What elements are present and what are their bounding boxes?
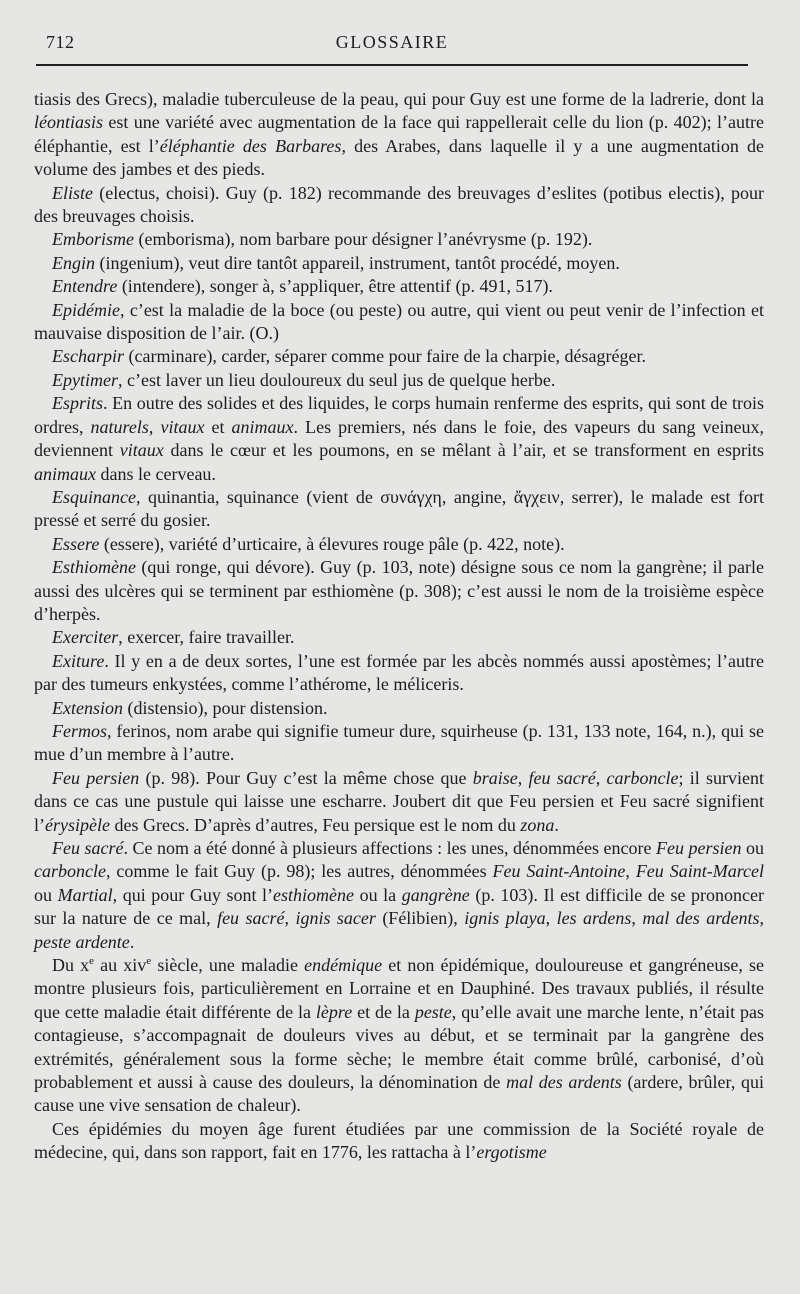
italic-term: peste [414,1001,452,1022]
italic-term: mal des ardents [506,1072,622,1093]
italic-term: zona [520,814,555,835]
glossary-entry [34,954,764,1118]
italic-term: érysipèle [45,814,110,835]
italic-term: esthiomène [273,884,355,905]
italic-term: Feu persien [656,838,742,858]
running-title: GLOSSAIRE [335,32,449,52]
text-run: , des Arabes, dans laquelle il y a une augmentation de volume des jambes et des pieds. [34,135,765,180]
italic-term: Emborisme [52,229,134,250]
italic-term: mal des ardents [642,908,760,929]
text-run: , [625,861,636,882]
italic-term: ignis playa [464,908,546,929]
text-run: (p. 103). Il est difficile de se prononcer sur la nature de ce mal, [34,884,765,929]
italic-term: les ardens [556,908,632,929]
text-run: ou [34,884,58,905]
text-run: ; il survient dans ce cas une pustule qui laisse une escharre. Joubert dit que Feu persien et Feu sacré signifient l’ [34,767,765,835]
italic-term: Feu sacré [52,838,124,858]
text-run: (essere), variété d’urticaire, à élevures rouge pâle (p. 422, note). [99,533,565,554]
glossary-entry [34,182,764,229]
italic-term: animaux [34,463,96,484]
italic-term: feu sacré [528,767,596,788]
glossary-entry [34,486,764,533]
text-run: , [148,416,161,437]
glossary-entry [34,720,764,767]
italic-term: peste ardente [34,931,130,952]
text-run: , [759,908,765,929]
glossary-entry [34,650,764,697]
italic-term: vitaux [119,440,164,461]
glossary-entry [34,299,764,346]
italic-term: Essere [52,533,100,554]
italic-term: ignis sacer [295,908,376,929]
italic-term: ergotisme [476,1142,547,1163]
italic-term: endémique [304,955,383,976]
text-run: (distensio), pour distension. [122,697,328,718]
italic-term: Epytimer [52,369,118,390]
text-run: , c’est laver un lieu douloureux du seul jus de quelque herbe. [117,369,556,390]
text-run: , comme le fait Guy (p. 98); les autres, dénommées [105,861,493,882]
italic-term: Esthiomène [52,557,136,578]
text-run: , ferinos, nom arabe qui signifie tumeur dure, squirheuse (p. 131, 133 note, 164, n.), qui se mue d’un membre à l’autre. [34,720,764,765]
text-run: dans le cœur et les poumons, en se mêlant à l’air, et se transforment en esprits [163,440,764,461]
italic-term: Extension [52,697,123,718]
italic-term: Feu persien [52,767,140,788]
text-run: , qui pour Guy sont l’ [112,884,274,905]
text-run: , quinantia, squinance (vient de συνάγχη, angine, ἄγχειν, serrer), le malade est fort pressé et serré du gosier. [34,486,764,531]
text-run: et de la [352,1001,415,1022]
text-run: au xiv [94,955,147,976]
page-number: 712 [46,32,75,52]
text-run: , [595,767,607,788]
glossary-entry [34,837,764,954]
glossary-entry [34,767,764,837]
glossary-text [34,88,764,1165]
text-run: . [554,814,559,835]
text-run: Ces épidémies du moyen âge furent étudiées par une commission de la Société royale de médecine, qui, dans son rapport, fait en 1776, les rattacha à l’ [34,1118,764,1163]
italic-term: Exerciter [52,627,119,648]
italic-term: léontiasis [34,112,104,133]
glossary-entry [34,626,764,649]
italic-term: Fermos [52,720,107,741]
text-run: . Les premiers, nés dans le foie, des vapeurs du sang veineux, deviennent [34,416,765,461]
italic-term: Epidémie [52,299,120,320]
text-run: (electus, choisi). Guy (p. 182) recommande des breuvages d’eslites (potibus electis), pour des breuvages choisis. [34,182,764,227]
text-run: . [129,931,135,952]
italic-term: Feu Saint-Marcel [635,861,765,882]
italic-term: lèpre [315,1001,353,1022]
page-header [36,30,748,58]
text-run: , [517,767,529,788]
text-run: (p. 98). Pour Guy c’est la même chose que [139,767,473,788]
text-run: . Ce nom a été donné à plusieurs affections : les unes, dénommées encore [123,838,657,858]
italic-term: Escharpir [52,346,124,367]
glossary-entry [34,1118,764,1165]
glossary-entry [34,392,764,486]
italic-term: Martial [57,884,113,905]
text-run: et non épidémique, douloureuse et gangréneuse, se montre plusieurs fois, particulièrement en Lorraine et en Dauphiné. Des travaux publiés, il résulte que cette maladie était différente de la [34,955,764,1022]
glossary-entry [34,275,764,298]
italic-term: Engin [52,252,95,273]
text-run: ou [741,838,765,858]
glossary-entry [34,345,764,368]
text-run: . En outre des solides et des liquides, le corps humain renferme des esprits, qui sont de trois ordres, [34,393,764,437]
text-run: , [631,908,643,929]
text-run: Du x [52,955,90,976]
glossary-entry [34,252,764,275]
italic-term: gangrène [401,884,470,905]
text-run: (ardere, brûler, qui cause une vive sensation de chaleur). [34,1072,764,1116]
text-run: , exercer, faire travailler. [118,627,295,648]
text-run: (intendere), songer à, s’appliquer, être attentif (p. 491, 517). [117,276,553,297]
text-run: (emborisma), nom barbare pour désigner l’anévrysme (p. 192). [134,229,593,250]
superscript: e [89,955,95,968]
text-run: des Grecs. D’après d’autres, Feu persique est le nom du [109,814,521,835]
text-run: , [545,908,557,929]
italic-term: vitaux [160,416,205,437]
glossary-entry [34,697,764,720]
italic-term: braise [472,767,518,788]
text-run: dans le cerveau. [96,463,216,484]
italic-term: carboncle [34,861,106,882]
text-run: tiasis des Grecs), maladie tuberculeuse de la peau, qui pour Guy est une forme de la ladrerie, dont la [34,89,764,109]
italic-term: éléphantie des Barbares [159,135,342,156]
text-run: est une variété avec augmentation de la face qui rappellerait celle du lion (p. 402); l’autre éléphantie, est l’ [34,112,764,156]
italic-term: feu sacré [217,908,285,929]
header-rule [36,64,748,66]
italic-term: Esprits [52,393,104,414]
italic-term: naturels [90,416,149,437]
text-run: ou la [354,884,402,905]
text-run: , c’est la maladie de la boce (ou peste) ou autre, qui vient ou peut venir de l’infection et mauvaise disposition de l’air. (O.) [34,299,764,344]
italic-term: Eliste [52,182,93,203]
glossary-entry [34,88,764,182]
text-run: . Il y en a de deux sortes, l’une est formée par les abcès nommés aussi apostèmes; l’autre par des tumeurs enkystées, comme l’athérome, le méliceris. [34,650,764,695]
glossary-entry [34,533,764,556]
glossary-entry [34,228,764,251]
text-run: siècle, une maladie [151,955,305,976]
italic-term: Esquinance [52,486,136,507]
italic-term: Exiture [52,650,105,671]
text-run: (Félibien), [375,908,465,929]
text-run: (carminare), carder, séparer comme pour faire de la charpie, désagréger. [124,346,646,367]
text-run: (ingenium), veut dire tantôt appareil, instrument, tantôt procédé, moyen. [95,252,620,273]
glossary-entry [34,369,764,392]
superscript: e [146,955,152,968]
text-run: , qu’elle avait une marche lente, n’était pas contagieuse, s’accompagnait de douleurs vives au début, et se terminait par la gangrène des extrémités, généralement sous la forme sèche; le membre était comme brûlé, carbonisé, d’où probablement et aussi à cause des douleurs, la dénomination de [34,1001,764,1093]
italic-term: carboncle [606,767,679,788]
text-run: , [284,908,296,929]
text-run: (qui ronge, qui dévore). Guy (p. 103, note) désigne sous ce nom la gangrène; il parle aussi des ulcères qui se terminent par esthiomène (p. 308); c’est aussi le nom de la troisième espèce d’herpès. [34,557,764,624]
italic-term: Entendre [52,276,118,297]
text-run: et [204,416,232,437]
italic-term: animaux [231,416,294,437]
italic-term: Feu Saint-Antoine [492,861,626,882]
glossary-entry [34,556,764,626]
